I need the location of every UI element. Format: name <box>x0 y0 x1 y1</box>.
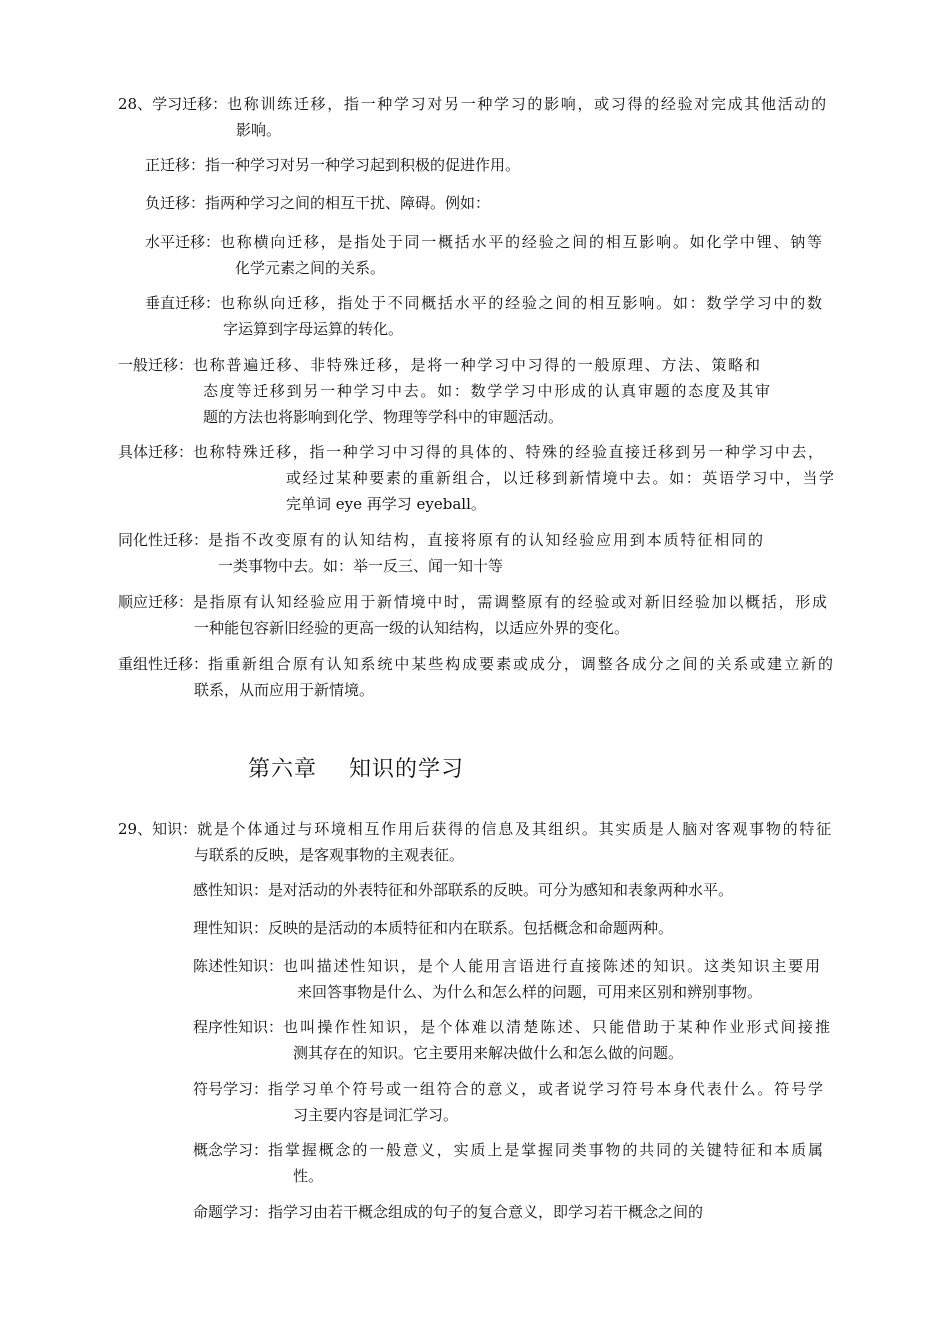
definition-text: 测其存在的知识。它主要用来解决做什么和怎么做的问题。 <box>293 1044 684 1062</box>
term-label: 29、知识： <box>118 820 198 838</box>
definition-text: 指重新组合原有认知系统中某些构成要素或成分，调整各成分之间的关系或建立新的 <box>208 655 834 673</box>
definition-text: 影响。 <box>236 121 282 139</box>
term-label: 正迁移： <box>145 156 206 174</box>
term-label: 垂直迁移： <box>145 294 221 312</box>
definition-text: 或经过某种要素的重新组合，以迁移到新情境中去。如：英语学习中，当学 <box>286 469 834 487</box>
term-label: 重组性迁移： <box>118 655 209 673</box>
definition-text: 指学习单个符号或一组符合的意义，或者说学习符号本身代表什么。符号学 <box>268 1080 824 1098</box>
term-label: 概念学习： <box>193 1141 269 1159</box>
term-label: 理性知识： <box>193 919 269 937</box>
term-label: 感性知识： <box>193 881 269 899</box>
term-label: 负迁移： <box>145 194 206 212</box>
definition-concept-learning <box>193 1137 834 1189</box>
definition-horizontal-transfer <box>145 229 834 281</box>
definition-vertical-transfer <box>145 290 834 342</box>
definition-text: 一种能包容新旧经验的更高一级的认知结构，以适应外界的变化。 <box>194 619 630 637</box>
definition-text: 就是个体通过与环境相互作用后获得的信息及其组织。其实质是人脑对客观事物的特征 <box>197 820 832 838</box>
definition-text: 完单词 eye 再学习 eyeball。 <box>286 495 486 513</box>
definition-text: 指学习由若干概念组成的句子的复合意义，即学习若干概念之间的 <box>268 1203 704 1221</box>
term-label: 陈述性知识： <box>193 957 284 975</box>
term-label: 顺应迁移： <box>118 593 194 611</box>
term-label: 水平迁移： <box>145 233 221 251</box>
definition-text: 是指不改变原有的认知结构，直接将原有的认知经验应用到本质特征相同的 <box>208 531 764 549</box>
definition-text: 也称纵向迁移，指处于不同概括水平的经验之间的相互影响。如：数学学习中的数 <box>220 294 823 312</box>
term-label: 具体迁移： <box>118 443 194 461</box>
definition-text: 性。 <box>293 1167 324 1185</box>
term-label: 同化性迁移： <box>118 531 209 549</box>
definition-text: 反映的是活动的本质特征和内在联系。包括概念和命题两种。 <box>268 919 674 937</box>
definition-specific-transfer <box>118 439 834 517</box>
definition-text: 也称训练迁移，指一种学习对另一种学习的影响，或习得的经验对完成其他活动的 <box>227 95 827 113</box>
definition-perceptual-knowledge <box>193 877 733 903</box>
definition-text: 也称普遍迁移、非特殊迁移，是将一种学习中习得的一般原理、方法、策略和 <box>193 356 761 374</box>
definition-text: 也称特殊迁移，指一种学习中习得的具体的、特殊的经验直接迁移到另一种学习中去， <box>193 443 824 461</box>
definition-text: 来回答事物是什么、为什么和怎么样的问题，可用来区别和辨别事物。 <box>297 983 763 1001</box>
definition-text: 一类事物中去。如：举一反三、闻一知十等 <box>218 557 504 575</box>
definition-transfer <box>118 91 834 143</box>
definition-symbol-learning <box>193 1076 834 1128</box>
definition-text: 是对活动的外表特征和外部联系的反映。可分为感知和表象两种水平。 <box>268 881 734 899</box>
definition-proposition-learning <box>193 1199 703 1225</box>
definition-text: 也叫操作性知识，是个体难以清楚陈述、只能借助于某种作业形式间接推 <box>283 1018 831 1036</box>
definition-text: 联系，从而应用于新情境。 <box>194 681 375 699</box>
chapter-heading: 第六章 知识的学习 <box>248 757 464 782</box>
definition-text: 习主要内容是词汇学习。 <box>293 1106 459 1124</box>
definition-accommodation-transfer <box>118 589 834 641</box>
term-label: 一般迁移： <box>118 356 194 374</box>
definition-text: 是指原有认知经验应用于新情境中时，需调整原有的经验或对新旧经验加以概括，形成 <box>193 593 828 611</box>
definition-text: 也称横向迁移，是指处于同一概括水平的经验之间的相互影响。如化学中锂、钠等 <box>220 233 823 251</box>
definition-general-transfer <box>118 352 778 430</box>
definition-text: 题的方法也将影响到化学、物理等学科中的审题活动。 <box>203 408 564 426</box>
definition-text: 化学元素之间的关系。 <box>235 259 386 277</box>
definition-text: 与联系的反映，是客观事物的主观表征。 <box>194 846 465 864</box>
term-label: 28、学习迁移： <box>118 95 228 113</box>
definition-reorganization-transfer <box>118 651 834 703</box>
definition-text: 指一种学习对另一种学习起到积极的促进作用。 <box>205 156 521 174</box>
definition-knowledge <box>118 816 834 868</box>
term-label: 符号学习： <box>193 1080 269 1098</box>
definition-text: 指掌握概念的一般意义，实质上是掌握同类事物的共同的关键特征和本质属 <box>268 1141 824 1159</box>
definition-procedural-knowledge <box>193 1014 834 1066</box>
definition-text: 字运算到字母运算的转化。 <box>223 320 404 338</box>
definition-declarative-knowledge <box>193 953 834 1005</box>
definition-positive-transfer <box>145 152 520 178</box>
definition-text: 态度等迁移到另一种学习中去。如：数学学习中形成的认真审题的态度及其审 <box>203 382 770 400</box>
definition-assimilation-transfer <box>118 527 778 579</box>
definition-negative-transfer <box>145 190 490 216</box>
term-label: 程序性知识： <box>193 1018 284 1036</box>
definition-text: 指两种学习之间的相互干扰、障碍。例如： <box>205 194 491 212</box>
definition-rational-knowledge <box>193 915 673 941</box>
term-label: 命题学习： <box>193 1203 269 1221</box>
definition-text: 也叫描述性知识，是个人能用言语进行直接陈述的知识。这类知识主要用 <box>283 957 821 975</box>
